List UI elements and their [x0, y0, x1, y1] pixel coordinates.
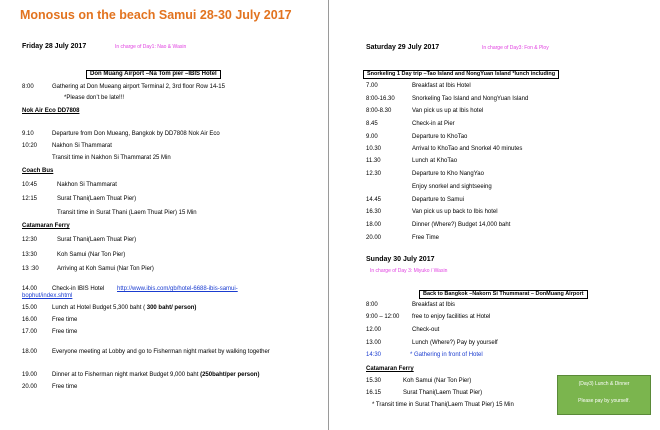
row-text: Free Time: [412, 235, 440, 241]
row-text: Van pick us up back to Ibis hotel: [412, 209, 498, 215]
row-time: 8.45: [366, 121, 378, 127]
row-text: Departure from Don Mueang, Bangkok by DD7808 Nok Air Eco: [52, 131, 220, 137]
row-text: Arriving at Koh Samui (Nar Ton Pier): [57, 266, 154, 272]
row-time: 14.00: [22, 286, 38, 292]
row-time: 11.30: [366, 158, 381, 164]
page-title: Monosus on the beach Samui 28-30 July 2017: [20, 8, 292, 22]
transit-text: Transit time in Surat Thani (Laem Thuat Pier) 15 Min: [57, 210, 197, 216]
row-time: 12:30: [22, 237, 38, 243]
row-time: 8:00-8.30: [366, 108, 392, 114]
row-time: 9:00 – 12:00: [366, 314, 400, 320]
row-text: Gathering at Don Mueang airport Terminal 2, 3rd floor Row 14-15: [52, 84, 225, 90]
row-time: 17.00: [22, 329, 38, 335]
dinner-budget: (250baht/per person): [200, 372, 260, 378]
row-time: 14:30: [366, 352, 382, 358]
hotel-link[interactable]: http://www.ibis.com/gb/hotel-6688-ibis-samui-: [117, 286, 238, 292]
row-time: 8:00: [22, 84, 34, 90]
row-text: Arrival to KhoTao and Snorkel 40 minutes: [412, 146, 523, 152]
row-text: Surat Thani(Laem Thuat Pier): [403, 390, 483, 396]
row-time: 19.00: [22, 372, 38, 378]
saturday-label: Saturday 29 July 2017: [366, 44, 440, 51]
hotel-link-cont[interactable]: bophut/index.shtml: [22, 293, 73, 299]
row-time: 8:00-16.30: [366, 96, 395, 102]
section-nok-air: Nok Air Eco DD7808: [22, 108, 80, 114]
row-text: Koh Samui (Nar Ton Pier): [57, 252, 126, 258]
day1-in-charge: In charge of Day1: Nao & Wasin: [115, 44, 187, 50]
row-text: Dinner at to Fisherman night market Budget 9,000 baht: [52, 372, 201, 378]
row-text: Nakhon Si Thammarat: [57, 182, 117, 188]
row-text: Departure to Kho NangYao: [412, 171, 484, 177]
row-time: 13 :30: [22, 266, 39, 272]
section-snorkeling: Snorkeling 1 Day trip –Tao Island and NongYuan Island *lunch including: [363, 70, 559, 79]
row-text: Departure to KhoTao: [412, 134, 468, 140]
friday-label: Friday 28 July 2017: [22, 43, 87, 50]
row-time: 9.10: [22, 131, 34, 137]
row-time: 14.45: [366, 197, 382, 203]
row-time: 12.30: [366, 171, 382, 177]
lunch-budget: 300 baht/ person): [145, 305, 197, 311]
section-don-muang: Don Muang Airport –Na Tom pier –IBIS Hotel: [86, 70, 221, 79]
row-text: Everyone meeting at Lobby and go to Fisherman night market by walking together: [52, 349, 270, 355]
row-text: Departure to Samui: [412, 197, 465, 203]
row-time: 10:20: [22, 143, 38, 149]
row-time: 9.00: [366, 134, 378, 140]
row-time: 7.00: [366, 83, 378, 89]
row-time: 12.00: [366, 327, 382, 333]
row-text: Lunch at KhoTao: [412, 158, 458, 164]
row-time: 10:45: [22, 182, 38, 188]
row-time: 16.15: [366, 390, 382, 396]
row-time: 13.00: [366, 340, 382, 346]
row-text: Surat Thani(Laem Thuat Pier): [57, 237, 137, 243]
sunday-label: Sunday 30 July 2017: [366, 256, 435, 263]
row-time: 15.00: [22, 305, 38, 311]
page-divider: [328, 0, 329, 430]
row-time: 12:15: [22, 196, 38, 202]
row-time: 16.00: [22, 317, 38, 323]
section-coach-bus: Coach Bus: [22, 168, 54, 174]
row-text: Koh Samui (Nar Ton Pier): [403, 378, 472, 384]
row-time: 8:00: [366, 302, 378, 308]
row-text: Surat Thani(Laem Thuat Pier): [57, 196, 137, 202]
lunch-row: [52, 305, 196, 312]
row-note: *Please don’t be late!!!: [64, 95, 125, 101]
row-text: Free time: [52, 317, 78, 323]
row-text: Check-in at Pier: [412, 121, 455, 127]
row-text: free to enjoy facilities at Hotel: [412, 314, 491, 320]
row-text: Free time: [52, 384, 78, 390]
transit-text: * Transit time in Surat Thani(Laem Thuat Pier) 15 Min: [372, 402, 514, 408]
dinner-row: [52, 372, 259, 379]
day2-in-charge: In charge of Day3: Fon & Ploy: [482, 45, 549, 51]
row-text: Lunch at Hotel Budget 5,300 baht (: [52, 305, 146, 311]
enjoy-text: Enjoy snorkel and sightseeing: [412, 184, 492, 190]
row-text: Nakhon Si Thammarat: [52, 143, 112, 149]
gather-text: * Gathering in front of Hotel: [410, 352, 483, 358]
lunch-dinner-note: [557, 375, 651, 415]
row-time: 20.00: [22, 384, 38, 390]
row-time: 18.00: [22, 349, 38, 355]
row-time: 18.00: [366, 222, 382, 228]
row-text: Breakfast at Ibis Hotel: [412, 83, 471, 89]
row-time: 16.30: [366, 209, 382, 215]
section-catamaran-2: Catamaran Ferry: [366, 366, 414, 372]
section-back-to-bangkok: Back to Bangkok –Nakorn Si Thummarat – DonMuang Airport: [419, 290, 588, 299]
row-time: 15.30: [366, 378, 382, 384]
note-line-2: Please pay by yourself.: [578, 398, 630, 404]
day3-in-charge: In charge of Day 3: Miyuko / Wasin: [370, 268, 448, 274]
section-catamaran: Catamaran Ferry: [22, 223, 70, 229]
row-text: Check-out: [412, 327, 440, 333]
note-line-1: (Day3) Lunch & Dinner: [578, 381, 630, 387]
row-text: Van pick us up at Ibis hotel: [412, 108, 484, 114]
row-time: 13:30: [22, 252, 38, 258]
row-text: Snorkeling Tao Island and NongYuan Island: [412, 96, 529, 102]
row-time: 20.00: [366, 235, 382, 241]
row-text: Free time: [52, 329, 78, 335]
row-time: 10.30: [366, 146, 382, 152]
row-text: Breakfast at Ibis: [412, 302, 456, 308]
row-text: Lunch (Where?) Pay by yourself: [412, 340, 498, 346]
row-text: Check-in IBIS Hotel: [52, 286, 105, 292]
row-text: Dinner (Where?) Budget 14,000 baht: [412, 222, 511, 228]
transit-text: Transit time in Nakhon Si Thammarat 25 Min: [52, 155, 171, 161]
